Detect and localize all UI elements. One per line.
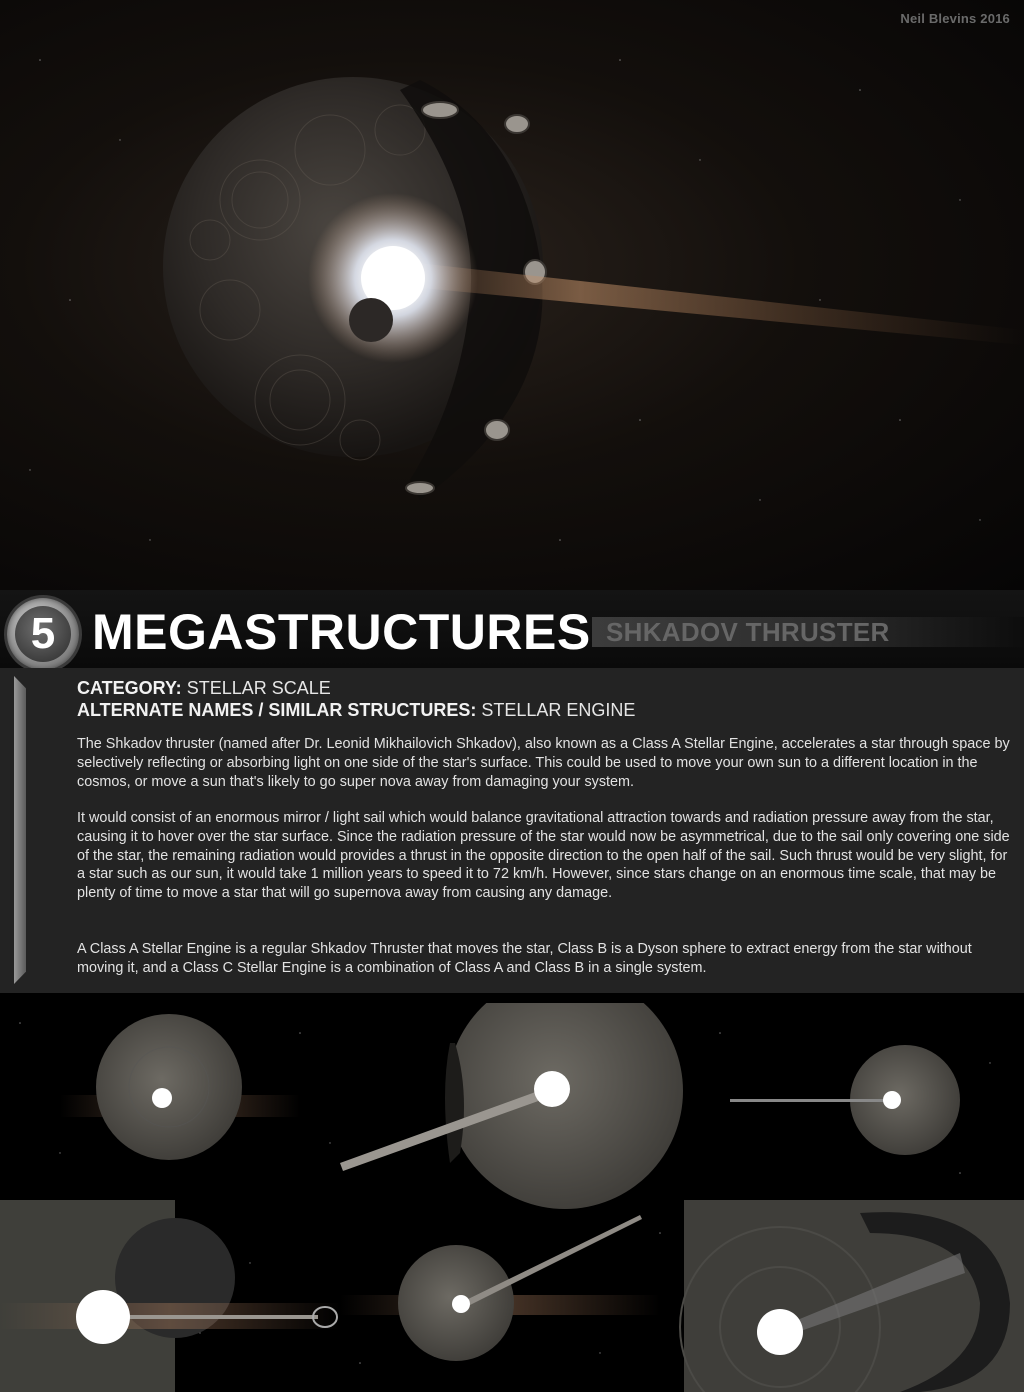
- detail-renders-grid: [0, 1003, 1024, 1392]
- planet-silhouette: [349, 298, 393, 342]
- render-panel-1: [60, 1014, 300, 1160]
- hero-illustration: [0, 0, 1024, 590]
- category-label: CATEGORY:: [77, 678, 182, 698]
- alternate-label: ALTERNATE NAMES / SIMILAR STRUCTURES:: [77, 700, 477, 720]
- render-panel-3: [730, 1045, 960, 1155]
- series-number: 5: [15, 606, 71, 662]
- category-line: [77, 677, 331, 699]
- detail-renders: [0, 1003, 1024, 1392]
- alternate-names-line: [77, 699, 635, 721]
- alternate-value: STELLAR ENGINE: [481, 700, 636, 720]
- category-value: STELLAR SCALE: [186, 678, 331, 698]
- render-panel-2: [340, 1003, 683, 1209]
- paragraph-3: A Class A Stellar Engine is a regular Shkadov Thruster that moves the star, Class B is a Dyson sphere to extract energy from the star without moving it, and a Class C Stellar Engine is a combination of Class A and Class B in a single system.: [77, 941, 972, 976]
- shkadov-thruster-render: [0, 0, 1024, 590]
- series-number-badge: [7, 598, 79, 670]
- paragraph-2: It would consist of an enormous mirror / light sail which would balance gravitational attraction towards and radiation pressure away from the star, causing it to hover over the star surface. Since the radiation pressure of the star would now be asymmetrical, due to the sail only covering one side of the star, the remaining radiation would provides a thrust in the opposite direction to the open half of the sail. Such thrust would be very slight, for a star such as our sun, it would take 1 million years to speed it to 72 km/h. However, since stars change on an enormous time scale, that may be plenty of time to move a star that will go supernova away from causing any damage.: [77, 810, 1010, 902]
- paragraph-1: The Shkadov thruster (named after Dr. Leonid Mikhailovich Shkadov), also known as a Class A Stellar Engine, accelerates a star through space by selectively reflecting or absorbing light on one side of the star's surface. This could be used to move your own sun to a different location in the cosmos, or move a sun that's likely to go super nova away from damaging your system.: [77, 736, 1010, 790]
- page-subtitle: SHKADOV THRUSTER: [606, 617, 890, 647]
- side-accent-bar: [14, 676, 26, 984]
- artist-credit: Neil Blevins 2016: [900, 11, 1010, 26]
- render-panel-6: [680, 1200, 1024, 1392]
- render-panel-5: [340, 1215, 660, 1361]
- page-title: MEGASTRUCTURES: [92, 604, 591, 660]
- render-panel-4: [0, 1200, 340, 1392]
